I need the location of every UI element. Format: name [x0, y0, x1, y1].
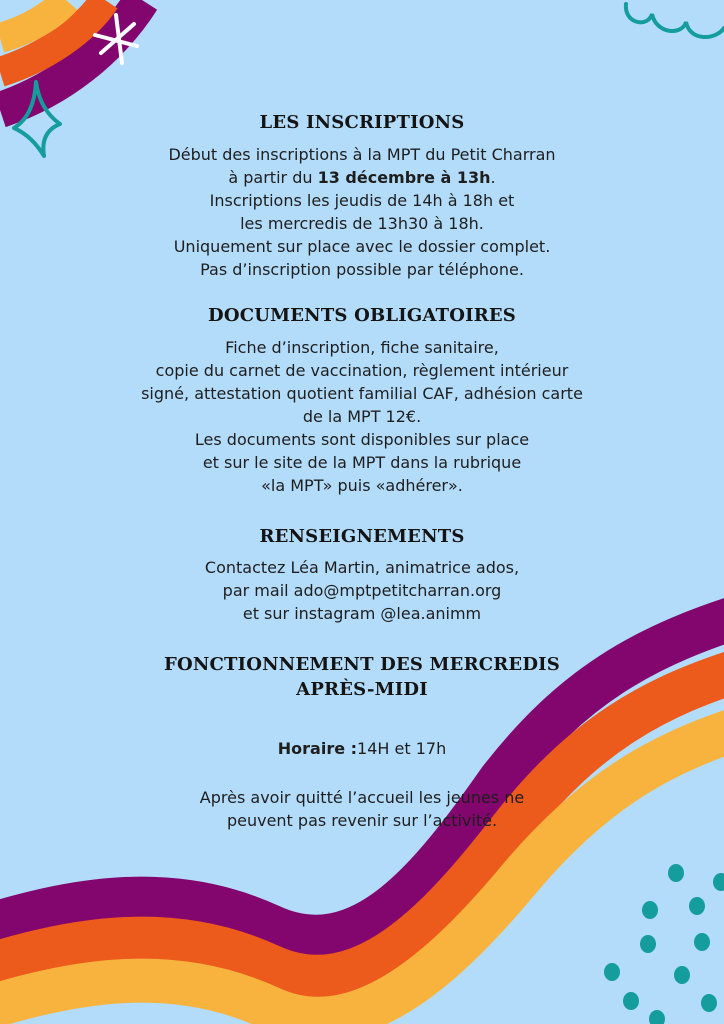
fonctionnement-title-line: FONCTIONNEMENT DES MERCREDIS [164, 654, 560, 675]
renseignements-text [0, 556, 724, 625]
section-title-inscriptions: LES INSCRIPTIONS [259, 112, 465, 133]
contact-instagram: et sur instagram @lea.animm [242, 604, 482, 623]
documents-text [0, 336, 724, 497]
note-line: Après avoir quitté l’accueil les jeunes ne [199, 788, 525, 807]
inscriptions-line: à partir du 13 décembre à 13h. [228, 168, 496, 187]
documents-line: de la MPT 12€. [302, 407, 422, 426]
documents-line: copie du carnet de vaccination, règlement intérieur [155, 361, 569, 380]
renseignements-line: Contactez Léa Martin, animatrice ados, [204, 558, 520, 577]
inscriptions-line: Uniquement sur place avec le dossier complet. [173, 237, 551, 256]
documents-line: signé, attestation quotient familial CAF, adhésion carte [141, 384, 583, 403]
documents-line: «la MPT» puis «adhérer». [261, 476, 463, 495]
inscriptions-line: Inscriptions les jeudis de 14h à 18h et [209, 191, 515, 210]
section-title-documents: DOCUMENTS OBLIGATOIRES [208, 305, 516, 326]
fonctionnement-note [0, 786, 724, 832]
inscriptions-line: les mercredis de 13h30 à 18h. [240, 214, 484, 233]
inscriptions-text [0, 143, 724, 281]
squiggle-icon [626, 4, 724, 37]
horaire-value: 14H et 17h [357, 739, 447, 758]
inscriptions-line: Pas d’inscription possible par téléphone. [200, 260, 524, 279]
documents-line: et sur le site de la MPT dans la rubrique [202, 453, 522, 472]
documents-line: Les documents sont disponibles sur place [194, 430, 530, 449]
section-title-fonctionnement [0, 652, 724, 702]
documents-line: Fiche d’inscription, fiche sanitaire, [225, 338, 499, 357]
note-line: peuvent pas revenir sur l’activité. [226, 811, 498, 830]
contact-email: par mail ado@mptpetitcharran.org [222, 581, 502, 600]
teal-dots [604, 864, 724, 1024]
inscriptions-line: Début des inscriptions à la MPT du Petit Charran [168, 145, 556, 164]
fonctionnement-title-line: APRÈS-MIDI [296, 679, 428, 700]
horaire-label: Horaire : [277, 739, 358, 758]
section-title-renseignements: RENSEIGNEMENTS [259, 526, 465, 547]
horaire [0, 737, 724, 760]
inscriptions-date: 13 décembre à 13h [317, 168, 491, 187]
